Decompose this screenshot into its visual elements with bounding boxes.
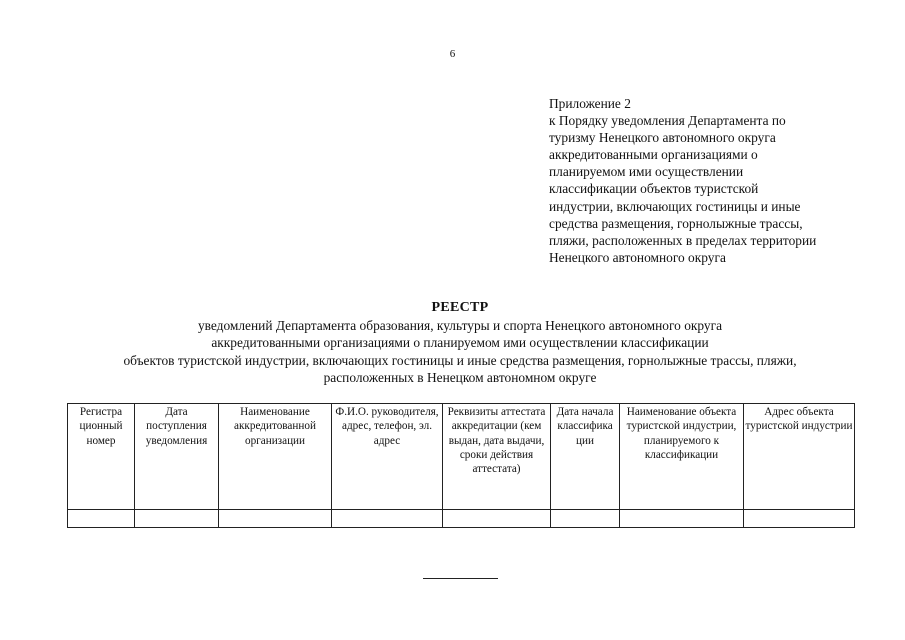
appendix-line: средства размещения, горнолыжные трассы, (549, 215, 803, 231)
appendix-line: пляжи, расположенных в пределах территории (549, 232, 817, 248)
appendix-line: Ненецкого автономного округа (549, 249, 726, 265)
appendix-line: индустрии, включающих гостиницы и иные (549, 198, 801, 214)
registry-subtitle-line: объектов туристской индустрии, включающих гостиницы и иные средства размещения, горнолыжные трассы, пляжи, (123, 352, 797, 368)
column-header-facility-name: Наименование объекта туристской индустрии, планируемого к классификации (620, 404, 744, 510)
table-row (68, 510, 855, 528)
appendix-line: Приложение 2 (549, 96, 631, 111)
appendix-line: классификации объектов туристской (549, 181, 759, 197)
registry-subtitle-line: расположенных в Ненецком автономном округе (323, 370, 597, 386)
table-header-row (68, 404, 855, 510)
table-cell (219, 510, 332, 528)
table-cell (332, 510, 443, 528)
table-cell (68, 510, 135, 528)
column-header-receipt-date: Дата поступления уведомления (135, 404, 219, 510)
appendix-line: к Порядку уведомления Департамента по (549, 113, 786, 129)
registry-subtitle-line: уведомлений Департамента образования, культуры и спорта Ненецкого автономного округа (197, 318, 723, 333)
column-header-facility-address: Адрес объекта туристской индустрии (744, 404, 855, 510)
registry-title-block (40, 299, 880, 387)
column-header-classification-start-date: Дата начала классифика ции (551, 404, 620, 510)
column-header-registration-number: Регистра ционный номер (68, 404, 135, 510)
column-header-organization-name: Наименование аккредитованной организации (219, 404, 332, 510)
footer-divider (423, 578, 498, 579)
appendix-header (549, 95, 869, 266)
column-header-accreditation-details: Реквизиты аттестата аккредитации (кем выдан, дата выдачи, сроки действия аттестата) (443, 404, 551, 510)
table-cell (744, 510, 855, 528)
appendix-line: туризму Ненецкого автономного округа (549, 130, 776, 146)
appendix-line: планируемом ими осуществлении (549, 164, 744, 180)
registry-title: РЕЕСТР (431, 300, 489, 315)
table-cell (443, 510, 551, 528)
table-cell (551, 510, 620, 528)
page-number: 6 (449, 48, 456, 60)
appendix-line: аккредитованными организациями о (549, 147, 758, 163)
column-header-director-contacts: Ф.И.О. руководителя, адрес, телефон, эл. адрес (332, 404, 443, 510)
table-cell (620, 510, 744, 528)
table-cell (135, 510, 219, 528)
registry-table (67, 403, 855, 528)
registry-subtitle-line: аккредитованными организациями о планируемом ими осуществлении классификации (211, 335, 709, 351)
